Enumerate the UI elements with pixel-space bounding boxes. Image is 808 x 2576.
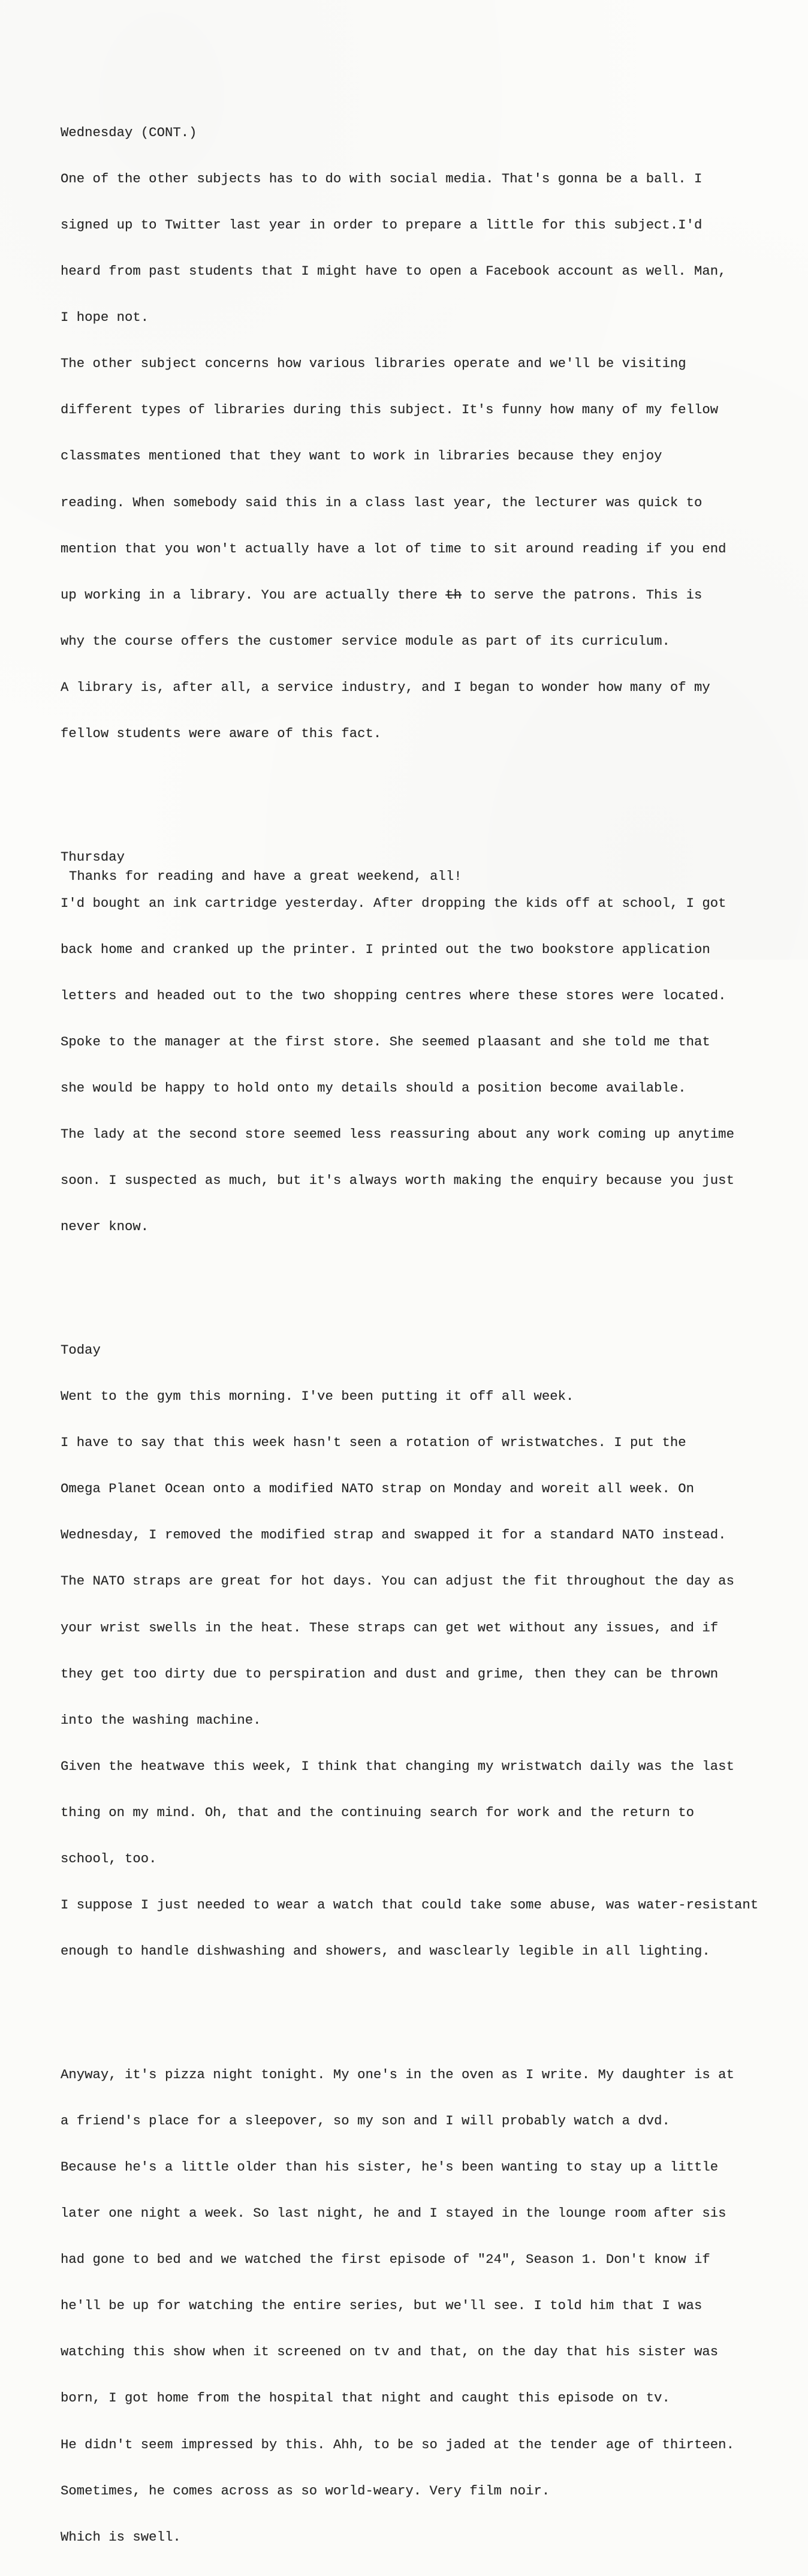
section-heading-thursday: Thursday	[61, 849, 125, 865]
text-line: thing on my mind. Oh, that and the continuing search for work and the return to	[61, 1804, 695, 1820]
text-line: a friend's place for a sleepover, so my son and I will probably watch a dvd.	[61, 2112, 670, 2129]
text-line: Anyway, it's pizza night tonight. My one's in the oven as I write. My daughter is at	[61, 2066, 734, 2082]
text-line: A library is, after all, a service industry, and I began to wonder how many of my	[61, 679, 710, 695]
text-line: Given the heatwave this week, I think that changing my wristwatch daily was the last	[61, 1758, 734, 1774]
paragraph-gap	[61, 773, 798, 788]
text-line: enough to handle dishwashing and showers, and wasclearly legible in all lighting.	[61, 1943, 710, 1959]
text-line: she would be happy to hold onto my details should a position become available.	[61, 1080, 686, 1096]
text-line: school, too.	[61, 1851, 157, 1866]
text-line: Spoke to the manager at the first store. She seemed plaasant and she told me that	[61, 1034, 710, 1050]
text-line: I'd bought an ink cartridge yesterday. After dropping the kids off at school, I got	[61, 895, 726, 911]
text-line: back home and cranked up the printer. I printed out the two bookstore application	[61, 941, 710, 957]
text-line: had gone to bed and we watched the first episode of "24", Season 1. Don't know if	[61, 2252, 710, 2268]
text-line: mention that you won't actually have a lot of time to sit around reading if you end	[61, 540, 726, 557]
text-line: He didn't seem impressed by this. Ahh, to be so jaded at the tender age of thirteen.	[61, 2436, 734, 2452]
text-line: into the washing machine.	[61, 1712, 261, 1728]
text-line: signed up to Twitter last year in order to prepare a little for this subject.I'd	[61, 217, 703, 233]
text-line: soon. I suspected as much, but it's always worth making the enquiry because you just	[61, 1173, 734, 1189]
paragraph-gap	[61, 1266, 798, 1281]
text-line: different types of libraries during this subject. It's funny how many of my fellow	[61, 402, 719, 418]
text-line: Wednesday, I removed the modified strap and swapped it for a standard NATO instead.	[61, 1527, 726, 1543]
text-fragment: up working in a library. You are actually there	[61, 587, 446, 603]
section-heading-wednesday: Wednesday (CONT.)	[61, 124, 197, 140]
paragraph-gap	[61, 1990, 798, 2006]
section-heading-today: Today	[61, 1342, 101, 1358]
struck-out-typo: th	[445, 587, 462, 603]
text-line: never know.	[61, 1219, 149, 1235]
text-line: The lady at the second store seemed less reassuring about any work coming up anytime	[61, 1126, 734, 1143]
text-line: your wrist swells in the heat. These straps can get wet without any issues, and if	[61, 1619, 719, 1636]
text-line: reading. When somebody said this in a class last year, the lecturer was quick to	[61, 494, 703, 510]
text-line: classmates mentioned that they want to work in libraries because they enjoy	[61, 448, 662, 464]
text-line: watching this show when it screened on tv and that, on the day that his sister was	[61, 2344, 719, 2360]
text-line-with-correction	[61, 588, 798, 603]
text-line: born, I got home from the hospital that night and caught this episode on tv.	[61, 2390, 670, 2406]
text-line: Omega Planet Ocean onto a modified NATO strap on Monday and woreit all week. On	[61, 1481, 695, 1497]
text-fragment: to serve the patrons. This is	[462, 587, 703, 603]
text-line: heard from past students that I might have to open a Facebook account as well. Man,	[61, 263, 726, 279]
text-line: Went to the gym this morning. I've been putting it off all week.	[61, 1388, 574, 1405]
text-line: I suppose I just needed to wear a watch that could take some abuse, was water-resistant	[61, 1897, 759, 1913]
text-line: I hope not.	[61, 309, 149, 326]
text-line: One of the other subjects has to do with social media. That's gonna be a ball. I	[61, 170, 703, 187]
text-line: letters and headed out to the two shopping centres where these stores were located.	[61, 987, 726, 1003]
text-line: Which is swell.	[61, 2529, 181, 2545]
text-line: The other subject concerns how various libraries operate and we'll be visiting	[61, 356, 686, 372]
text-line: Because he's a little older than his sister, he's been wanting to stay up a little	[61, 2159, 719, 2175]
signoff-line: Thanks for reading and have a great weekend, all!	[69, 868, 462, 884]
text-line: I have to say that this week hasn't seen a rotation of wristwatches. I put the	[61, 1435, 686, 1451]
typed-letter-body	[61, 64, 798, 2576]
text-line: he'll be up for watching the entire series, but we'll see. I told him that I was	[61, 2298, 703, 2314]
text-line: why the course offers the customer service module as part of its curriculum.	[61, 633, 670, 649]
text-line: Sometimes, he comes across as so world-weary. Very film noir.	[61, 2482, 550, 2499]
text-line: fellow students were aware of this fact.	[61, 726, 382, 742]
text-line: The NATO straps are great for hot days. You can adjust the fit throughout the day as	[61, 1573, 734, 1589]
text-line: they get too dirty due to perspiration and dust and grime, then they can be thrown	[61, 1666, 719, 1682]
text-line: later one night a week. So last night, he and I stayed in the lounge room after sis	[61, 2205, 726, 2222]
